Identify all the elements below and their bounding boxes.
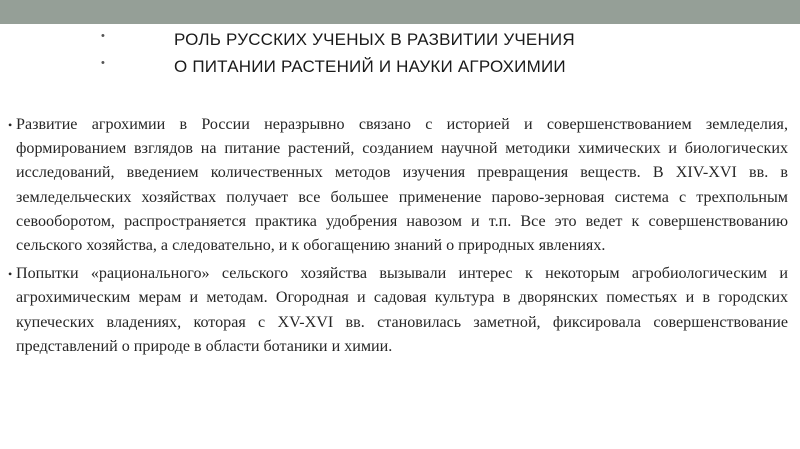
slide-title [0,28,800,82]
bullet-icon: • [8,267,13,282]
title-text-1: РОЛЬ РУССКИХ УЧЕНЫХ В РАЗВИТИИ УЧЕНИЯ [174,30,575,49]
bullet-icon: • [101,57,106,69]
paragraph-2 [8,262,788,359]
paragraph-text-1: Развитие агрохимии в России неразрывно связано с историей и совершенствованием земледелия, формированием взглядов на питание растений, созданием научной методики химических и биологических исследований, введением количественных методов изучения превращения веществ. В XIV-XVI вв. в земледельческих хозяйствах получает все большее применение парово-зерновая система с трехпольным севооборотом, распространяется практика удобрения навозом и т.п. Все это ведет к совершенствованию сельского хозяйства, а следовательно, и к обогащению знаний о природных явлениях. [16,116,788,255]
bullet-icon: • [8,118,13,132]
slide-body [8,113,788,363]
title-text-2: О ПИТАНИИ РАСТЕНИЙ И НАУКИ АГРОХИМИИ [174,57,566,76]
paragraph-1 [8,113,788,258]
bullet-icon: • [101,30,106,42]
title-line-1 [0,28,800,55]
title-line-2 [0,55,800,82]
paragraph-text-2: Попытки «рационального» сельского хозяйства вызывали интерес к некоторым агробиологическим и агрохимическим мерам и методам. Огородная и садовая культура в дворянских поместьях и в городских купеческих владениях, которая с XV-XVI вв. становилась заметной, фиксировала совершенствование представлений о природе в области ботаники и химии. [16,265,788,355]
top-bar [0,0,800,24]
